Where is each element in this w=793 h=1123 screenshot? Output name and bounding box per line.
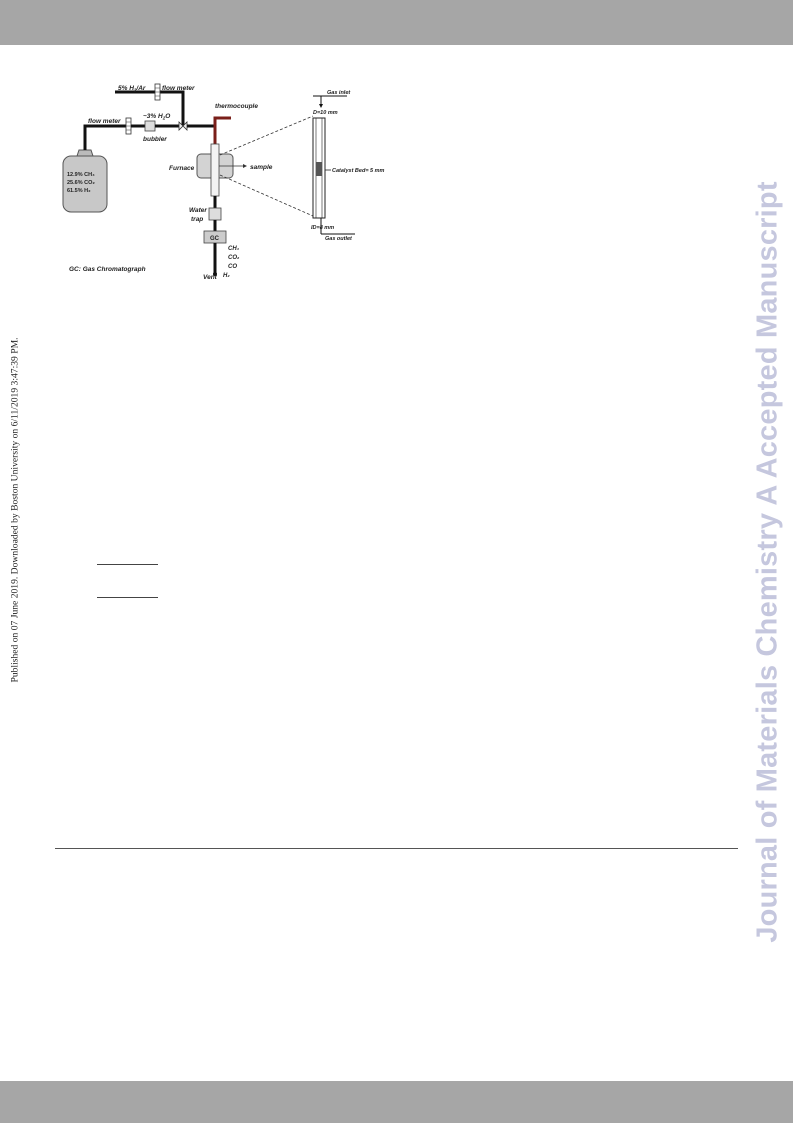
- flow-meter-top-label: flow meter: [162, 85, 195, 92]
- water-trap-label-2: trap: [191, 216, 204, 223]
- water-trap-icon: [209, 208, 221, 220]
- water-trap-label-1: Water: [189, 207, 207, 214]
- bubbler-label: bubbler: [143, 136, 167, 143]
- footer-rule: [55, 848, 738, 849]
- flow-meter-left-label: flow meter: [88, 118, 121, 125]
- footnote-rule-1: [97, 564, 158, 565]
- header-bar: [0, 0, 793, 45]
- furnace-label: Furnace: [169, 165, 195, 172]
- gc-box-label: GC: [210, 236, 219, 242]
- feed-pipe: [85, 126, 129, 150]
- cylinder-valve: [77, 150, 93, 156]
- thermocouple-wire: [215, 118, 231, 148]
- reactor-tube: [211, 144, 219, 196]
- reactor-schematic: [55, 78, 400, 288]
- accepted-manuscript-watermark: Journal of Materials Chemistry A Accepted Manuscript: [751, 181, 784, 943]
- footer-bar: [0, 1081, 793, 1123]
- water-label: ~3% $H_2O$: [143, 113, 171, 121]
- id-label: ID=8 mm: [311, 225, 335, 231]
- cylinder-line-2: 25.6% CO₂: [67, 180, 95, 186]
- gas-outlet-label: Gas outlet: [325, 236, 352, 242]
- catalyst-bed-label: Catalyst Bed= 5 mm: [332, 168, 385, 174]
- product-co: CO: [228, 264, 237, 270]
- cylinder-line-3: 61.5% H₂: [67, 188, 91, 194]
- publication-note: Published on 07 June 2019. Downloaded by Boston University on 6/11/2019 3:47:39 PM.: [9, 337, 21, 683]
- product-co2: CO₂: [228, 255, 240, 261]
- catalyst-bed: [316, 162, 322, 176]
- product-h2: H₂: [223, 273, 230, 279]
- thermocouple-title: thermocouple: [215, 103, 258, 110]
- sample-label: sample: [250, 164, 273, 171]
- bubbler-icon: [145, 121, 155, 131]
- gc-legend: GC: Gas Chromatograph: [69, 266, 146, 273]
- product-ch4: CH₄: [228, 246, 240, 252]
- od-label: D=10 mm: [313, 110, 338, 116]
- vent-label: Vent: [203, 274, 217, 281]
- footnote-rule-2: [97, 597, 158, 598]
- cylinder-line-1: 12.9% CH₄: [67, 172, 95, 178]
- gas-inlet-label: Gas inlet: [327, 90, 351, 96]
- feed-gas-label: 5% $H_2/Ar$: [118, 85, 146, 93]
- reactor-setup-figure: [55, 78, 400, 293]
